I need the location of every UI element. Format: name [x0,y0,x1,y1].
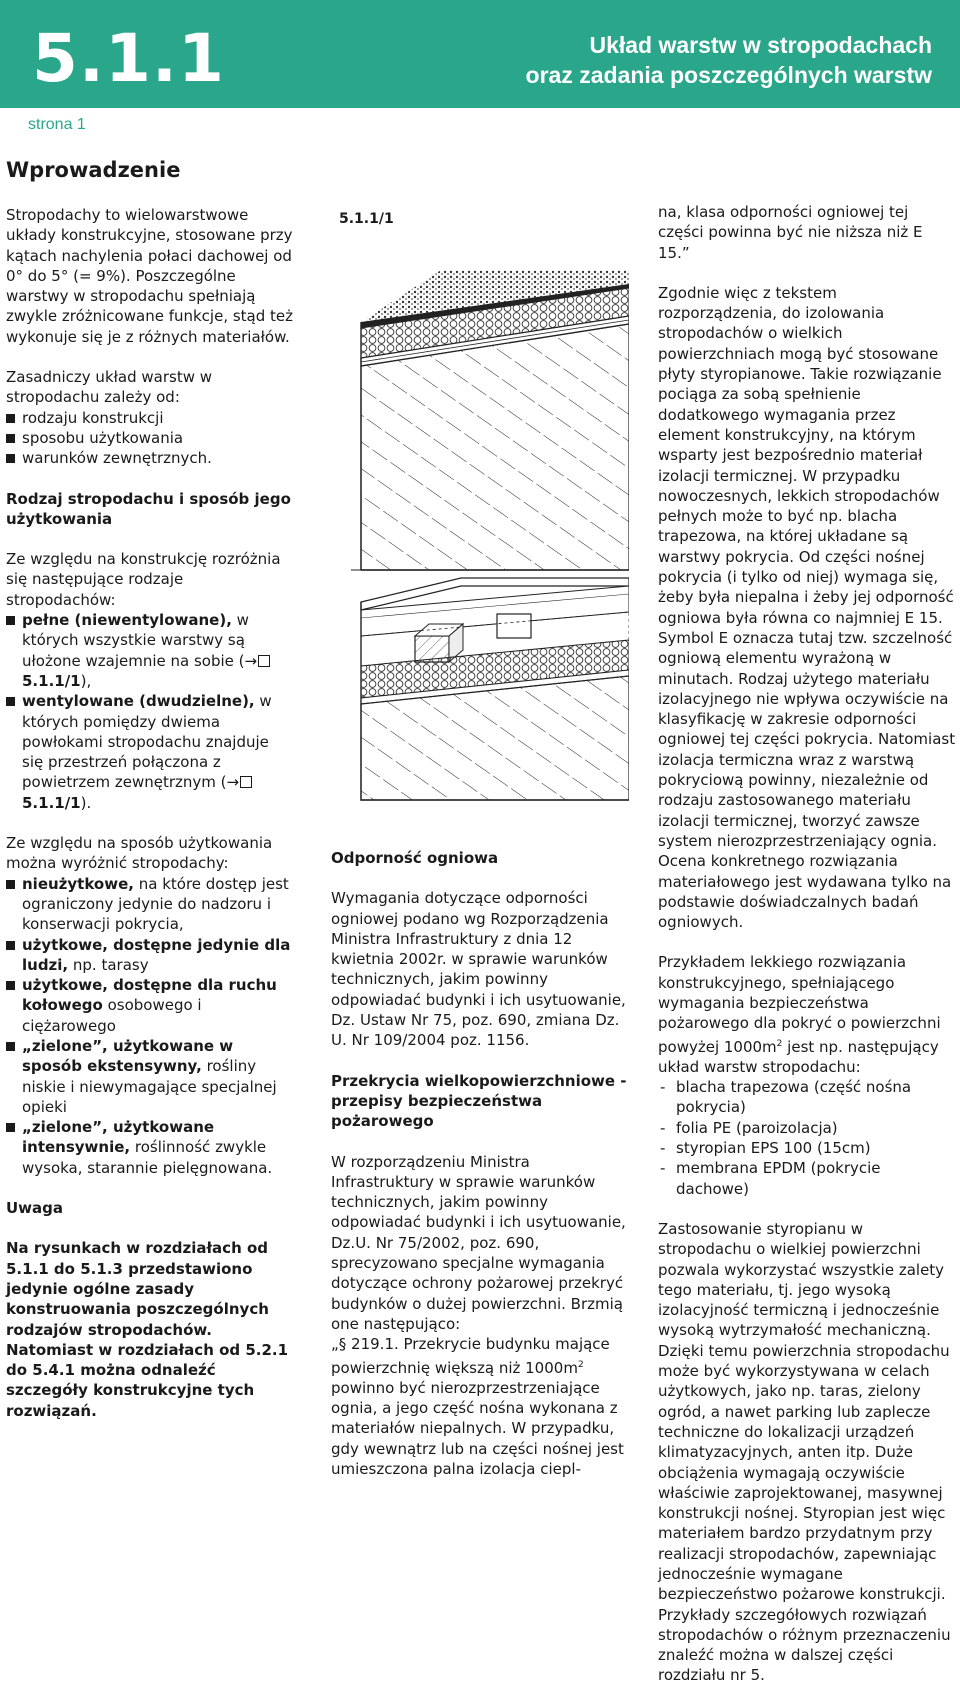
title-line-2: oraz zadania poszczególnych warstw [525,62,932,88]
list-item: - styropian EPS 100 (15cm) [658,1138,958,1158]
figure-full-roof [351,270,629,570]
list-item [6,691,294,813]
roof-layers-figure [341,240,629,812]
quote-text-rest: powinno być nierozprzestrzeniające ognia, a jego część nośna wykonana z materiałów niepalnych. W przypadku, gdy wewnątrz lub na części nośnej jest umieszczona palna izolacja ciepl- [331,1378,624,1479]
example-intro [658,952,958,1077]
column-left [6,205,294,1421]
dependency-intro: Zasadniczy układ warstw w stropodachu zależy od: [6,368,213,407]
list-item [6,610,294,691]
list-item: sposobu użytkowania [6,428,294,448]
figure-reference-link[interactable]: 5.1.1/1 [22,793,81,812]
usage-list [6,874,294,1178]
page-label: strona 1 [28,116,86,133]
large-roof-heading: Przekrycia wielkopowierzchniowe - przepisy bezpieczeństwa pożarowego [331,1071,627,1131]
fire-paragraph: Wymagania dotyczące odporności ogniowej podano wg Rozporządzenia Ministra Infrastruktury z dnia 12 kwietnia 2002r. w sprawie warunków technicznych, jakim powinny odpowiadać budynki i ich usytuowanie, Dz. Ustaw Nr 75, poz. 690, zmiana Dz. U. Nr 109/2004 poz. 1156. [331,889,626,1050]
styrofoam-paragraph: Zastosowanie styropianu w stropodachu o wielkiej powierzchni pozwala wykorzystać wszystkie zalety tego materiału, tj. jego wysoką izolacyjność termiczną i jednocześnie wysoką wytrzymałość mechaniczną. Dzięki temu powierzchnia stropodachu może być wykorzystywana w celach użytkowych, jako np. taras, zielony ogród, a nawet parking lub zaplecze techniczne do lokalizacji urządzeń klimatyzacyjnych, anten itp. Duże obciążenia wymagają oczywiście właściwie zaprojektowanej, masywnej konstrukcji nośnej. Styropian jest więc materiałem bardzo przydatnym przy realizacji stropodachów, zapewniając jednocześnie wymagane bezpieczeństwo pożarowe konstrukcji. Przykłady szczegółowych rozwiązań stropodachów o różnym przeznaczeniu znaleźć można w dalszej części rozdziału nr 5. [658,1219,951,1685]
type-full-label: pełne (niewentylowane), [22,611,232,630]
usage-label: „zielone”, użytkowane w sposób ekstensywny, [22,1036,234,1076]
list-item: rodzaju konstrukcji [6,408,294,428]
quote-continuation: na, klasa odporności ogniowej tej części powinna być nie niższa niż E 15.” [658,203,923,262]
dependency-list [6,408,294,469]
list-item [6,1036,294,1117]
intro-heading: Wprowadzenie [6,158,181,182]
reference-box-icon [240,776,252,788]
example-sup: 2 [776,1038,783,1049]
layer-list [658,1077,958,1199]
type-vent-end: ). [80,793,92,812]
list-item: - blacha trapezowa (część nośna pokrycia) [658,1077,958,1118]
example-text-end: jest np. następujący układ warstw stropodachu: [658,1037,939,1076]
usage-label: nieużytkowe, [22,874,134,893]
usage-text: na które dostęp jest ograniczony jedynie do nadzoru i konserwacji pokrycia, [22,874,289,934]
usage-text: osobowego i ciężarowego [22,996,202,1035]
column-right [658,202,958,1686]
quote-text: „§ 219.1. Przekrycie budynku mające powierzchnię większą niż 1000m [331,1335,610,1377]
title-line-1: Układ warstw w stropodachach [589,32,932,58]
arrow-icon: → [244,651,258,670]
usage-intro: Ze względu na sposób użytkowania można wyróżnić stropodachy: [6,834,273,873]
note-text: Na rysunkach w rozdziałach od 5.1.1 do 5.1.3 przedstawiono jedynie ogólne zasady konstruowania poszczególnych rodzajów stropodachów. Natomiast w rozdziałach od 5.2.1 do 5.4.1 można odnaleźć szczegóły konstrukcyjne tych rozwiązań. [6,1239,289,1420]
usage-text: roślinność zwykle wysoka, starannie pielęgnowana. [22,1138,273,1177]
regulation-quote [331,1334,633,1479]
quote-sup: 2 [577,1359,584,1370]
list-item [6,975,294,1036]
list-item [6,935,294,976]
large-roof-paragraph: W rozporządzeniu Ministra Infrastruktury w sprawie warunków technicznych, jakim powinny odpowiadać budynki i ich usytuowanie, Dz.U. Nr 75/2002, poz. 690, sprecyzowano specjalne wymagania dotyczące ochrony pożarowej przekryć budynków o dużej powierzchni. Brzmią one następująco: [331,1152,626,1333]
page-title [526,30,932,90]
note-heading: Uwaga [6,1199,64,1218]
usage-label: użytkowe, dostępne jedynie dla ludzi, [22,935,291,974]
intro-paragraph: Stropodachy to wielowarstwowe układy konstrukcyjne, stosowane przy kątach nachylenia połaci dachowej od 0° do 5° (= 9%). Poszczególne warstwy w stropodachu spełniają zwykle zróżnicowane funkcje, stąd też wykonuje się je z różnych materiałów. [6,206,294,346]
figure-reference-link[interactable]: 5.1.1/1 [22,671,81,690]
header-bar [0,0,960,108]
usage-label: „zielone”, użytkowane intensywnie, [22,1118,215,1157]
list-item [6,1117,294,1178]
example-text: Przykładem lekkiego rozwiązania konstrukcyjnego, spełniającego wymagania bezpieczeństwa pożarowego dla pokryć o powierzchni powyżej 1000m [658,953,941,1056]
construction-types-list [6,610,294,813]
type-full-text: w których wszystkie warstwy są ułożone wzajemnie na sobie ( [22,611,249,670]
list-item [6,874,294,935]
figure-ventilated-roof [361,578,629,800]
types-heading: Rodzaj stropodachu i sposób jego użytkowania [6,489,291,528]
usage-label: użytkowe, dostępne dla ruchu kołowego [22,976,277,1015]
type-vent-text: w których pomiędzy dwiema powłokami stropodachu znajduje się przestrzeń połączona z powietrzem zewnętrznym ( [22,692,272,792]
reference-box-icon [258,655,270,667]
list-item: - membrana EPDM (pokrycie dachowe) [658,1158,958,1199]
fire-heading: Odporność ogniowa [331,849,499,867]
type-vent-label: wentylowane (dwudzielne), [22,692,255,711]
usage-text: np. tarasy [68,955,149,974]
list-item: - folia PE (paroizolacja) [658,1118,958,1138]
section-number: 5.1.1 [32,20,225,97]
type-full-end: ), [80,671,92,690]
arrow-icon: → [226,773,240,792]
types-intro: Ze względu na konstrukcję rozróżnia się następujące rodzaje stropodachów: [6,550,281,609]
figure-label: 5.1.1/1 [339,211,394,227]
usage-text: rośliny niskie i niewymagające specjalnej opieki [22,1057,277,1116]
regulation-analysis: Zgodnie więc z tekstem rozporządzenia, do izolowania stropodachów o wielkich powierzchniach mogą być stosowane płyty styropianowe. Takie rozwiązanie pociąga za sobą spełnienie dodatkowego wymagania przez element konstrukcyjny, na którym wsparty jest bezpośrednio materiał izolacji termicznej. W przypadku nowoczesnych, lekkich stropodachów pełnych może to być np. blacha trapezowa, na której układane są warstwy pokrycia. Od części nośnej pokrycia (i tylko od niej) wymaga się, żeby była niepalna i żeby jej odporność ogniowa była równa co najmniej E 15. Symbol E oznacza tutaj tzw. szczelność ogniową elementu wyrażoną w minutach. Rodzaj użytego materiału izolacyjnego nie wpływa oczywiście na klasyfikację w zakresie odporności ogniowej tej części pokrycia. Natomiast izolacja termiczna wraz z warstwą pokryciową powinny, niezależnie od rodzaju zastosowanego materiału izolacji termicznej, tworzyć zawsze system nierozprzestrzeniający ognia. Ocena konkretnego rozwiązania materiałowego jest wydawana tylko na podstawie doświadczalnych badań ogniowych. [658,283,956,932]
list-item: warunków zewnętrznych. [6,448,294,468]
column-middle [331,848,633,1479]
